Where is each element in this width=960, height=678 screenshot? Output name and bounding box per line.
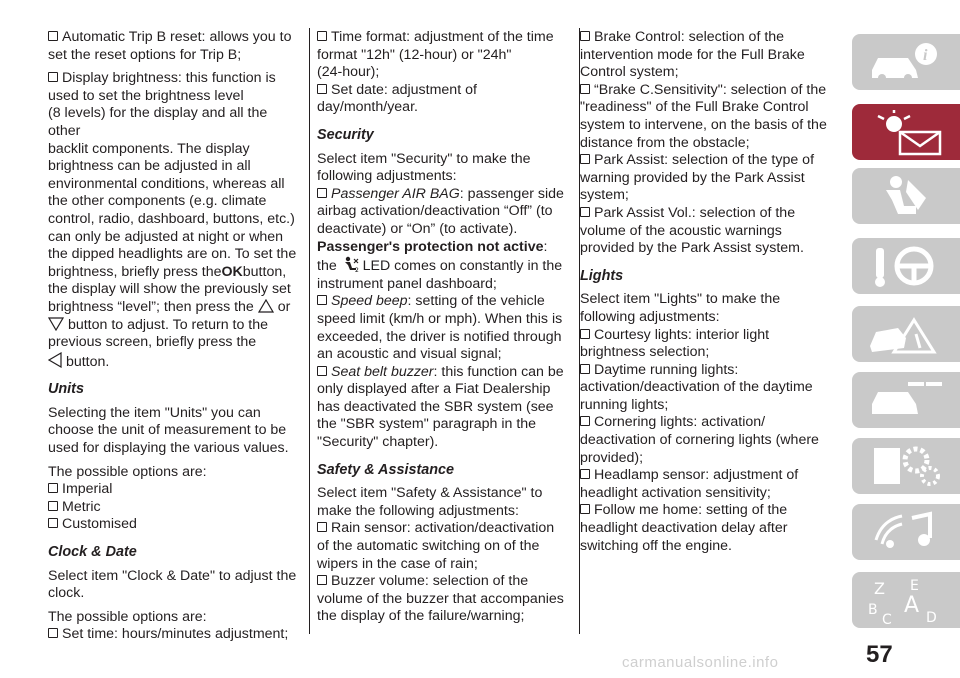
svg-text:Z: Z [874, 579, 885, 598]
bullet-box-icon [580, 364, 590, 374]
paragraph-display-brightness: Display brightness: this function is used to set the brightness level (8 levels) for the display and all the other backlit components. The display brightness can be adjusted in all environmental conditions, whereas all the other components (e.g. climate control, radio, dashboard, buttons, etc.) can only be adjusted at night or when the dipped headlights are on. To set the brightness, briefly press theOKbutton, the display will show the previously set brightness “level”; then press the or button to adjust. To return to the previous screen, briefly press the button. [48, 70, 297, 370]
paragraph-clock: Select item "Clock & Date" to adjust the clock. [48, 567, 297, 602]
up-arrow-button-icon [258, 299, 274, 313]
paragraph-brake: Brake Control: selection of the intervention mode for the Full Brake Control system; “Brake C.Sensitivity": selection of the "readiness" of the Full Brake Control system to intervene, on the basis of the distance from the obstacle; Park Assist: selection of the type of warning provided by the Park Assist system; Park Assist Vol.: selection of the volume of the acoustic warnings provided by the Park Assist system. [580, 29, 827, 257]
back-arrow-button-icon [48, 352, 62, 368]
svg-text:A: A [904, 593, 920, 618]
tab-maintenance[interactable] [852, 372, 960, 428]
down-arrow-button-icon [48, 317, 64, 331]
bullet-box-icon [317, 31, 327, 41]
bullet-box-icon [580, 31, 590, 41]
heading-units: Units [48, 381, 84, 398]
svg-text:E: E [910, 578, 919, 594]
paragraph-units: Selecting the item "Units" you can choose the unit of measurement to be used for displaying the various values. [48, 404, 289, 457]
warning-light-message-icon [868, 110, 948, 156]
bullet-box-icon [48, 501, 58, 511]
tab-emergency[interactable] [852, 306, 960, 362]
tab-starting-driving[interactable] [852, 238, 960, 294]
heading-clock-date: Clock & Date [48, 544, 137, 561]
svg-text:B: B [868, 602, 878, 618]
ok-button-label: OK [221, 263, 243, 280]
bullet-box-icon [48, 628, 58, 638]
bullet-box-icon [317, 366, 327, 376]
car-breakdown-icon [868, 312, 948, 356]
page-number: 57 [866, 641, 893, 668]
paragraph-units-options: The possible options are: Imperial Metric Customised [48, 463, 207, 533]
tab-multimedia[interactable] [852, 504, 960, 560]
bullet-box-icon [580, 84, 590, 94]
bullet-box-icon [580, 416, 590, 426]
tab-warning-lights[interactable] [852, 104, 960, 160]
car-service-icon [868, 378, 948, 422]
bullet-box-icon [580, 329, 590, 339]
bullet-box-icon [317, 84, 327, 94]
bullet-box-icon [48, 483, 58, 493]
svg-text:2: 2 [354, 267, 359, 273]
steering-wheel-key-icon [868, 244, 948, 288]
heading-safety-assistance: Safety & Assistance [317, 461, 455, 478]
bullet-box-icon [580, 207, 590, 217]
svg-text:i: i [923, 47, 928, 64]
watermark: carmanualsonline.info [622, 654, 779, 671]
tab-index[interactable] [852, 572, 960, 628]
index-letters-icon [868, 578, 948, 628]
bullet-box-icon [317, 522, 327, 532]
paragraph-lights: Select item "Lights" to make the following adjustments: Courtesy lights: interior light brightness selection; Daytime running lights: activation/deactivation of the daytime running lights; Cornering lights: activation/ deactivation of cornering lights (where provided); Headlamp sensor: adjustment of headlight activation sensitivity; Follow me home: setting of the headlight deactivation delay after switching off the engine. [580, 291, 819, 554]
tab-technical-specifications[interactable] [852, 438, 960, 494]
bullet-box-icon [48, 72, 58, 82]
multimedia-icon [868, 510, 948, 554]
paragraph-clock-options: The possible options are: Set time: hours/minutes adjustment; [48, 608, 289, 643]
column-divider [309, 28, 310, 634]
bullet-box-icon [580, 504, 590, 514]
settings-gears-icon [868, 444, 948, 488]
car-info-icon [868, 40, 948, 84]
bullet-box-icon [317, 188, 327, 198]
svg-text:C: C [882, 612, 892, 628]
bullet-box-icon [317, 295, 327, 305]
passenger-airbag-off-icon [341, 256, 359, 272]
seat-airbag-icon [868, 174, 948, 218]
column-2 [317, 29, 569, 632]
paragraph-time-format: Time format: adjustment of the time format "12h" (12-hour) or "24h" (24-hour); Set date: adjustment of day/month/year. [317, 29, 554, 116]
column-1 [48, 29, 300, 650]
bullet-box-icon [48, 518, 58, 528]
bullet-box-icon [580, 154, 590, 164]
paragraph-trip-b: Automatic Trip B reset: allows you to set the reset options for Trip B; [48, 29, 292, 63]
tab-safety[interactable] [852, 168, 960, 224]
tab-car-info[interactable] [852, 34, 960, 90]
bullet-box-icon [317, 575, 327, 585]
bullet-box-icon [48, 31, 58, 41]
bullet-box-icon [580, 469, 590, 479]
paragraph-safety: Select item "Safety & Assistance" to make the following adjustments: Rain sensor: activation/deactivation of the automatic switching on of the wipers in the case of rain; Buzzer volume: selection of the volume of the buzzer that accompanies the display of the failure/warning; [317, 485, 564, 625]
svg-text:D: D [926, 610, 937, 626]
paragraph-security: Select item "Security" to make the following adjustments: Passenger AIR BAG: passenger side airbag activation/deactivation “Off” (to deactivate) or “On” (to activate). Passenger's protection not active: the 2 LED comes on constantly in the instrument panel dashboard; Speed beep: setting of the vehicle speed limit (km/h or mph). When this is exceeded, the driver is notified through an acoustic and visual signal; Seat belt buzzer: this function can be only displayed after a Fiat Dealership has deactivated the SBR system (see the "SBR system" paragraph in the "Security" chapter). [317, 150, 564, 451]
column-3 [580, 29, 840, 561]
heading-lights: Lights [580, 267, 624, 284]
heading-security: Security [317, 126, 374, 143]
